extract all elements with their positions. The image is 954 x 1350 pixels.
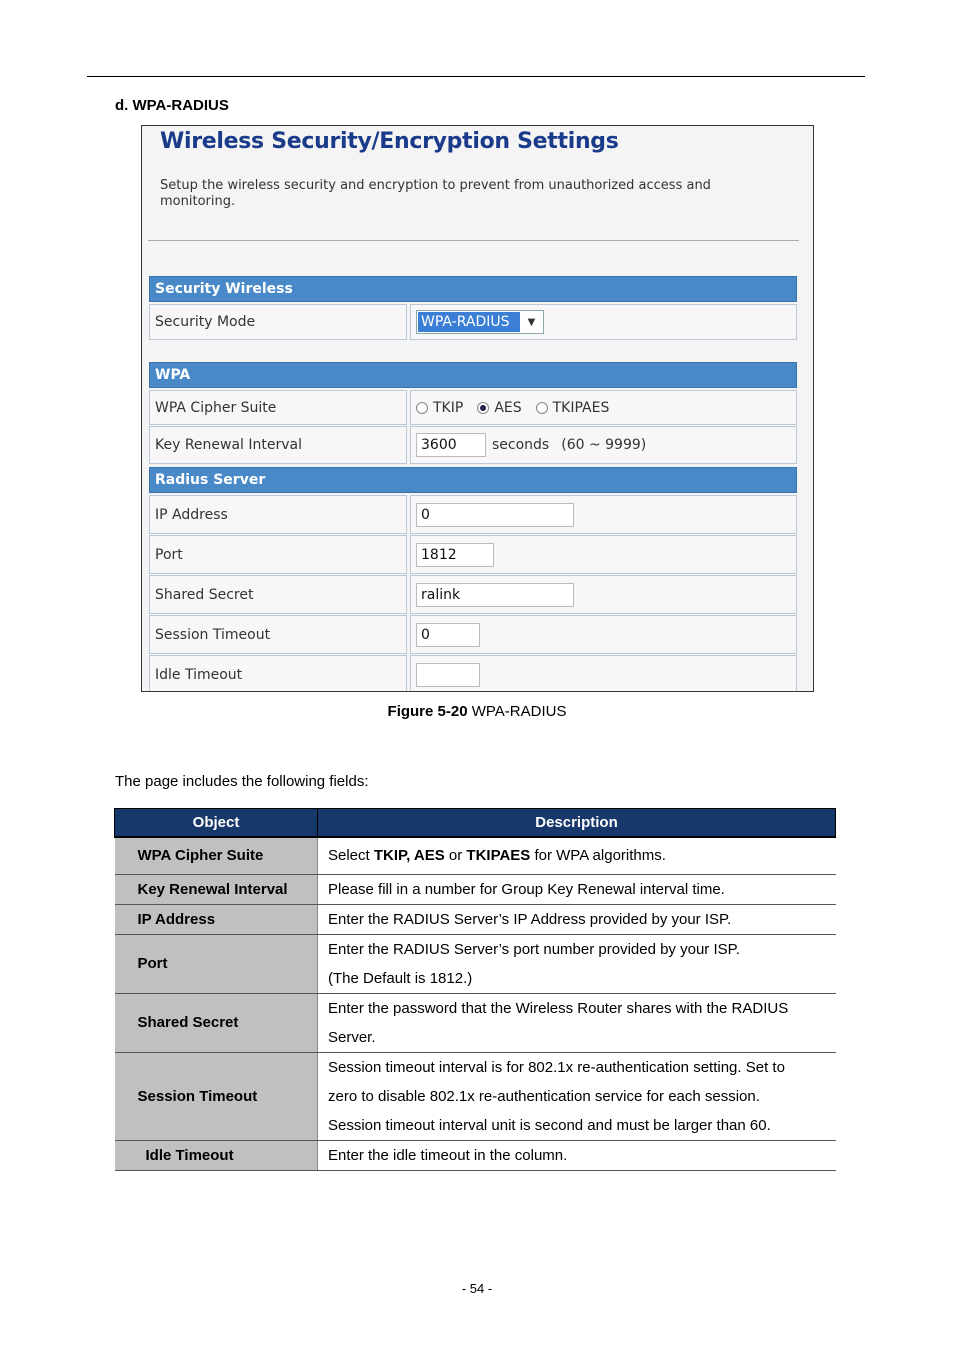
idle-timeout-input[interactable] [416, 663, 480, 687]
description-cell: Session timeout interval is for 802.1x re-authentication setting. Set to zero to disable 802.1x re-authentication service for each session. Session timeout interval unit is second and must be larger than 60. [318, 1052, 836, 1140]
table-row [115, 934, 836, 993]
object-cell: Port [115, 934, 318, 993]
settings-divider [148, 240, 799, 241]
settings-description: Setup the wireless security and encryption to prevent from unauthorized access and monitoring. [160, 178, 711, 209]
ip-address-row [149, 495, 797, 534]
table-row [115, 904, 836, 934]
object-cell: Shared Secret [115, 993, 318, 1052]
screenshot-figure [141, 125, 814, 692]
key-renewal-unit: seconds [492, 437, 550, 453]
description-cell: Enter the RADIUS Server’s port number provided by your ISP. (The Default is 1812.) [318, 934, 836, 993]
object-cell: IP Address [115, 904, 318, 934]
table-header-row [115, 809, 836, 838]
object-cell: WPA Cipher Suite [115, 837, 318, 874]
security-mode-value: WPA-RADIUS [418, 312, 520, 332]
cipher-radio-tkipaes[interactable]: TKIPAES [536, 400, 610, 416]
session-timeout-input[interactable]: 0 [416, 623, 480, 647]
description-cell: Enter the RADIUS Server’s IP Address provided by your ISP. [318, 904, 836, 934]
object-cell: Key Renewal Interval [115, 874, 318, 904]
figure-caption: Figure 5-20 WPA-RADIUS [387, 703, 567, 720]
table-row [115, 993, 836, 1052]
key-renewal-row [149, 426, 797, 464]
section-heading: d. WPA-RADIUS [115, 97, 229, 114]
table-row [115, 1052, 836, 1140]
shared-secret-input[interactable]: ralink [416, 583, 574, 607]
description-cell: Select TKIP, AES or TKIPAES for WPA algorithms. [318, 837, 836, 874]
key-renewal-input[interactable]: 3600 [416, 433, 486, 457]
port-input[interactable]: 1812 [416, 543, 494, 567]
security-mode-select[interactable] [416, 310, 544, 334]
port-row [149, 535, 797, 574]
ip-address-label: IP Address [149, 495, 407, 534]
description-cell: Please fill in a number for Group Key Renewal interval time. [318, 874, 836, 904]
shared-secret-label: Shared Secret [149, 575, 407, 614]
key-renewal-label: Key Renewal Interval [149, 426, 407, 464]
cipher-radio-tkip[interactable]: TKIP [416, 400, 463, 416]
cipher-row [149, 390, 797, 425]
session-timeout-row [149, 615, 797, 654]
wpa-header: WPA [149, 362, 797, 388]
radio-icon [536, 402, 548, 414]
security-mode-row [149, 304, 797, 340]
page-number: - 54 - [461, 1281, 493, 1296]
column-header-description: Description [318, 809, 836, 838]
intro-text: The page includes the following fields: [115, 773, 369, 790]
description-cell: Enter the idle timeout in the column. [318, 1140, 836, 1170]
key-renewal-range: (60 ~ 9999) [561, 437, 647, 453]
security-mode-label: Security Mode [149, 304, 407, 340]
header-rule [87, 76, 865, 77]
table-row [115, 837, 836, 874]
session-timeout-label: Session Timeout [149, 615, 407, 654]
radio-selected-icon [477, 402, 489, 414]
description-cell: Enter the password that the Wireless Router shares with the RADIUS Server. [318, 993, 836, 1052]
settings-title: Wireless Security/Encryption Settings [160, 129, 619, 154]
cipher-radio-aes[interactable]: AES [477, 400, 521, 416]
idle-timeout-label: Idle Timeout [149, 655, 407, 692]
security-wireless-header: Security Wireless [149, 276, 797, 302]
ip-address-input[interactable]: 0 [416, 503, 574, 527]
cipher-label: WPA Cipher Suite [149, 390, 407, 425]
object-cell: Session Timeout [115, 1052, 318, 1140]
chevron-down-icon[interactable]: ▼ [527, 316, 536, 328]
shared-secret-row [149, 575, 797, 614]
table-row [115, 874, 836, 904]
idle-timeout-row [149, 655, 797, 692]
radio-icon [416, 402, 428, 414]
object-cell: Idle Timeout [115, 1140, 318, 1170]
column-header-object: Object [115, 809, 318, 838]
table-row [115, 1140, 836, 1170]
radius-server-header: Radius Server [149, 467, 797, 493]
port-label: Port [149, 535, 407, 574]
fields-table [114, 808, 836, 1171]
